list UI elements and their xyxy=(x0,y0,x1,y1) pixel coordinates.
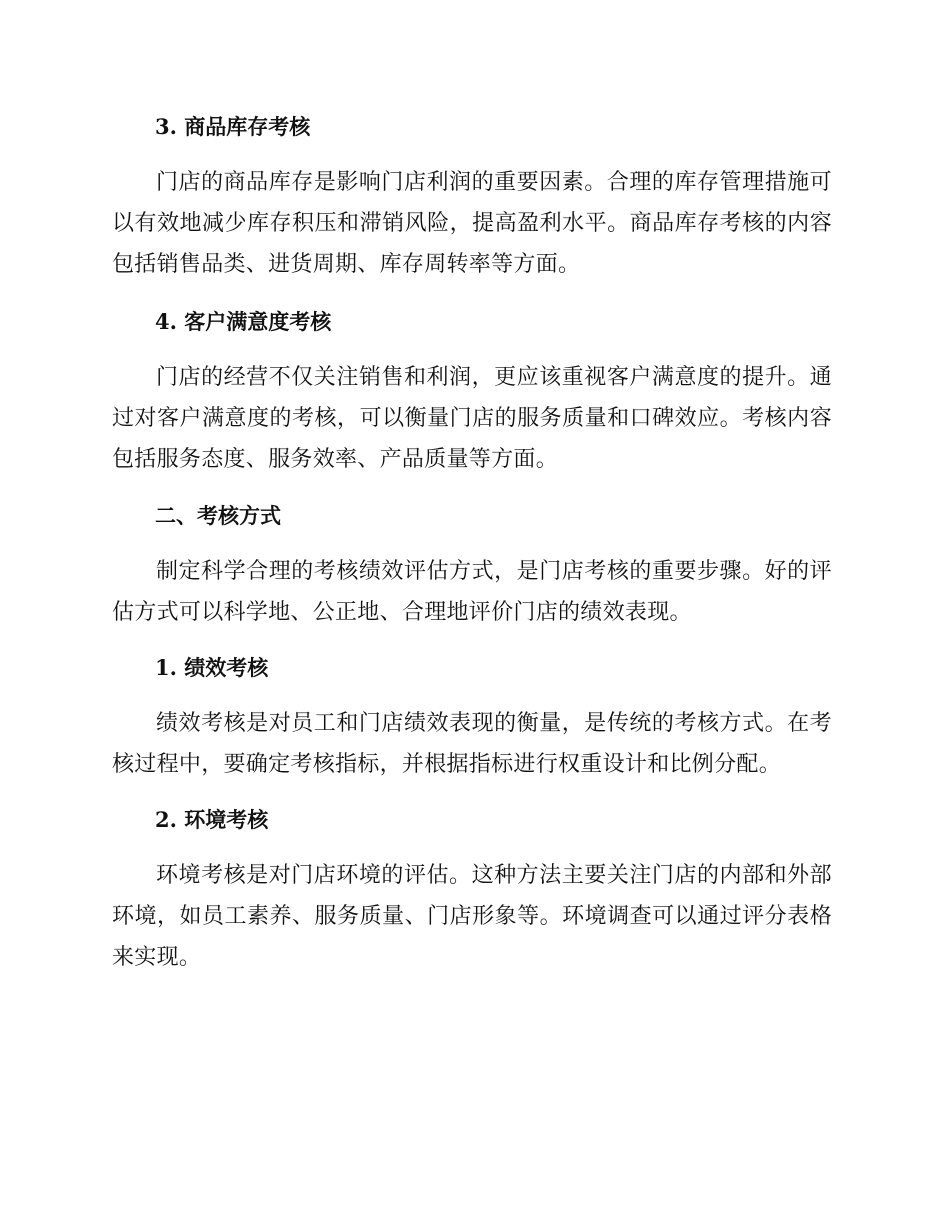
section-heading-performance: 1. 绩效考核 xyxy=(155,655,269,680)
section-paragraph-performance: 绩效考核是对员工和门店绩效表现的衡量，是传统的考核方式。在考核过程中，要确定考核指标，并根据指标进行权重设计和比例分配。 xyxy=(112,711,832,777)
section-heading-assessment-method: 二、考核方式 xyxy=(155,503,281,528)
section-paragraph-assessment-method: 制定科学合理的考核绩效评估方式，是门店考核的重要步骤。好的评估方式可以科学地、公正地、合理地评价门店的绩效表现。 xyxy=(112,559,832,625)
section-paragraph-customer-satisfaction: 门店的经营不仅关注销售和利润，更应该重视客户满意度的提升。通过对客户满意度的考核，可以衡量门店的服务质量和口碑效应。考核内容包括服务态度、服务效率、产品质量等方面。 xyxy=(112,365,832,472)
section-heading-customer-satisfaction: 4. 客户满意度考核 xyxy=(155,309,332,334)
section-paragraph-environment: 环境考核是对门店环境的评估。这种方法主要关注门店的内部和外部环境，如员工素养、服务质量、门店形象等。环境调查可以通过评分表格来实现。 xyxy=(112,863,832,970)
section-heading-environment: 2. 环境考核 xyxy=(155,807,269,832)
section-paragraph-inventory: 门店的商品库存是影响门店利润的重要因素。合理的库存管理措施可以有效地减少库存积压和滞销风险，提高盈利水平。商品库存考核的内容包括销售品类、进货周期、库存周转率等方面。 xyxy=(112,170,832,277)
section-heading-inventory: 3. 商品库存考核 xyxy=(155,114,311,139)
